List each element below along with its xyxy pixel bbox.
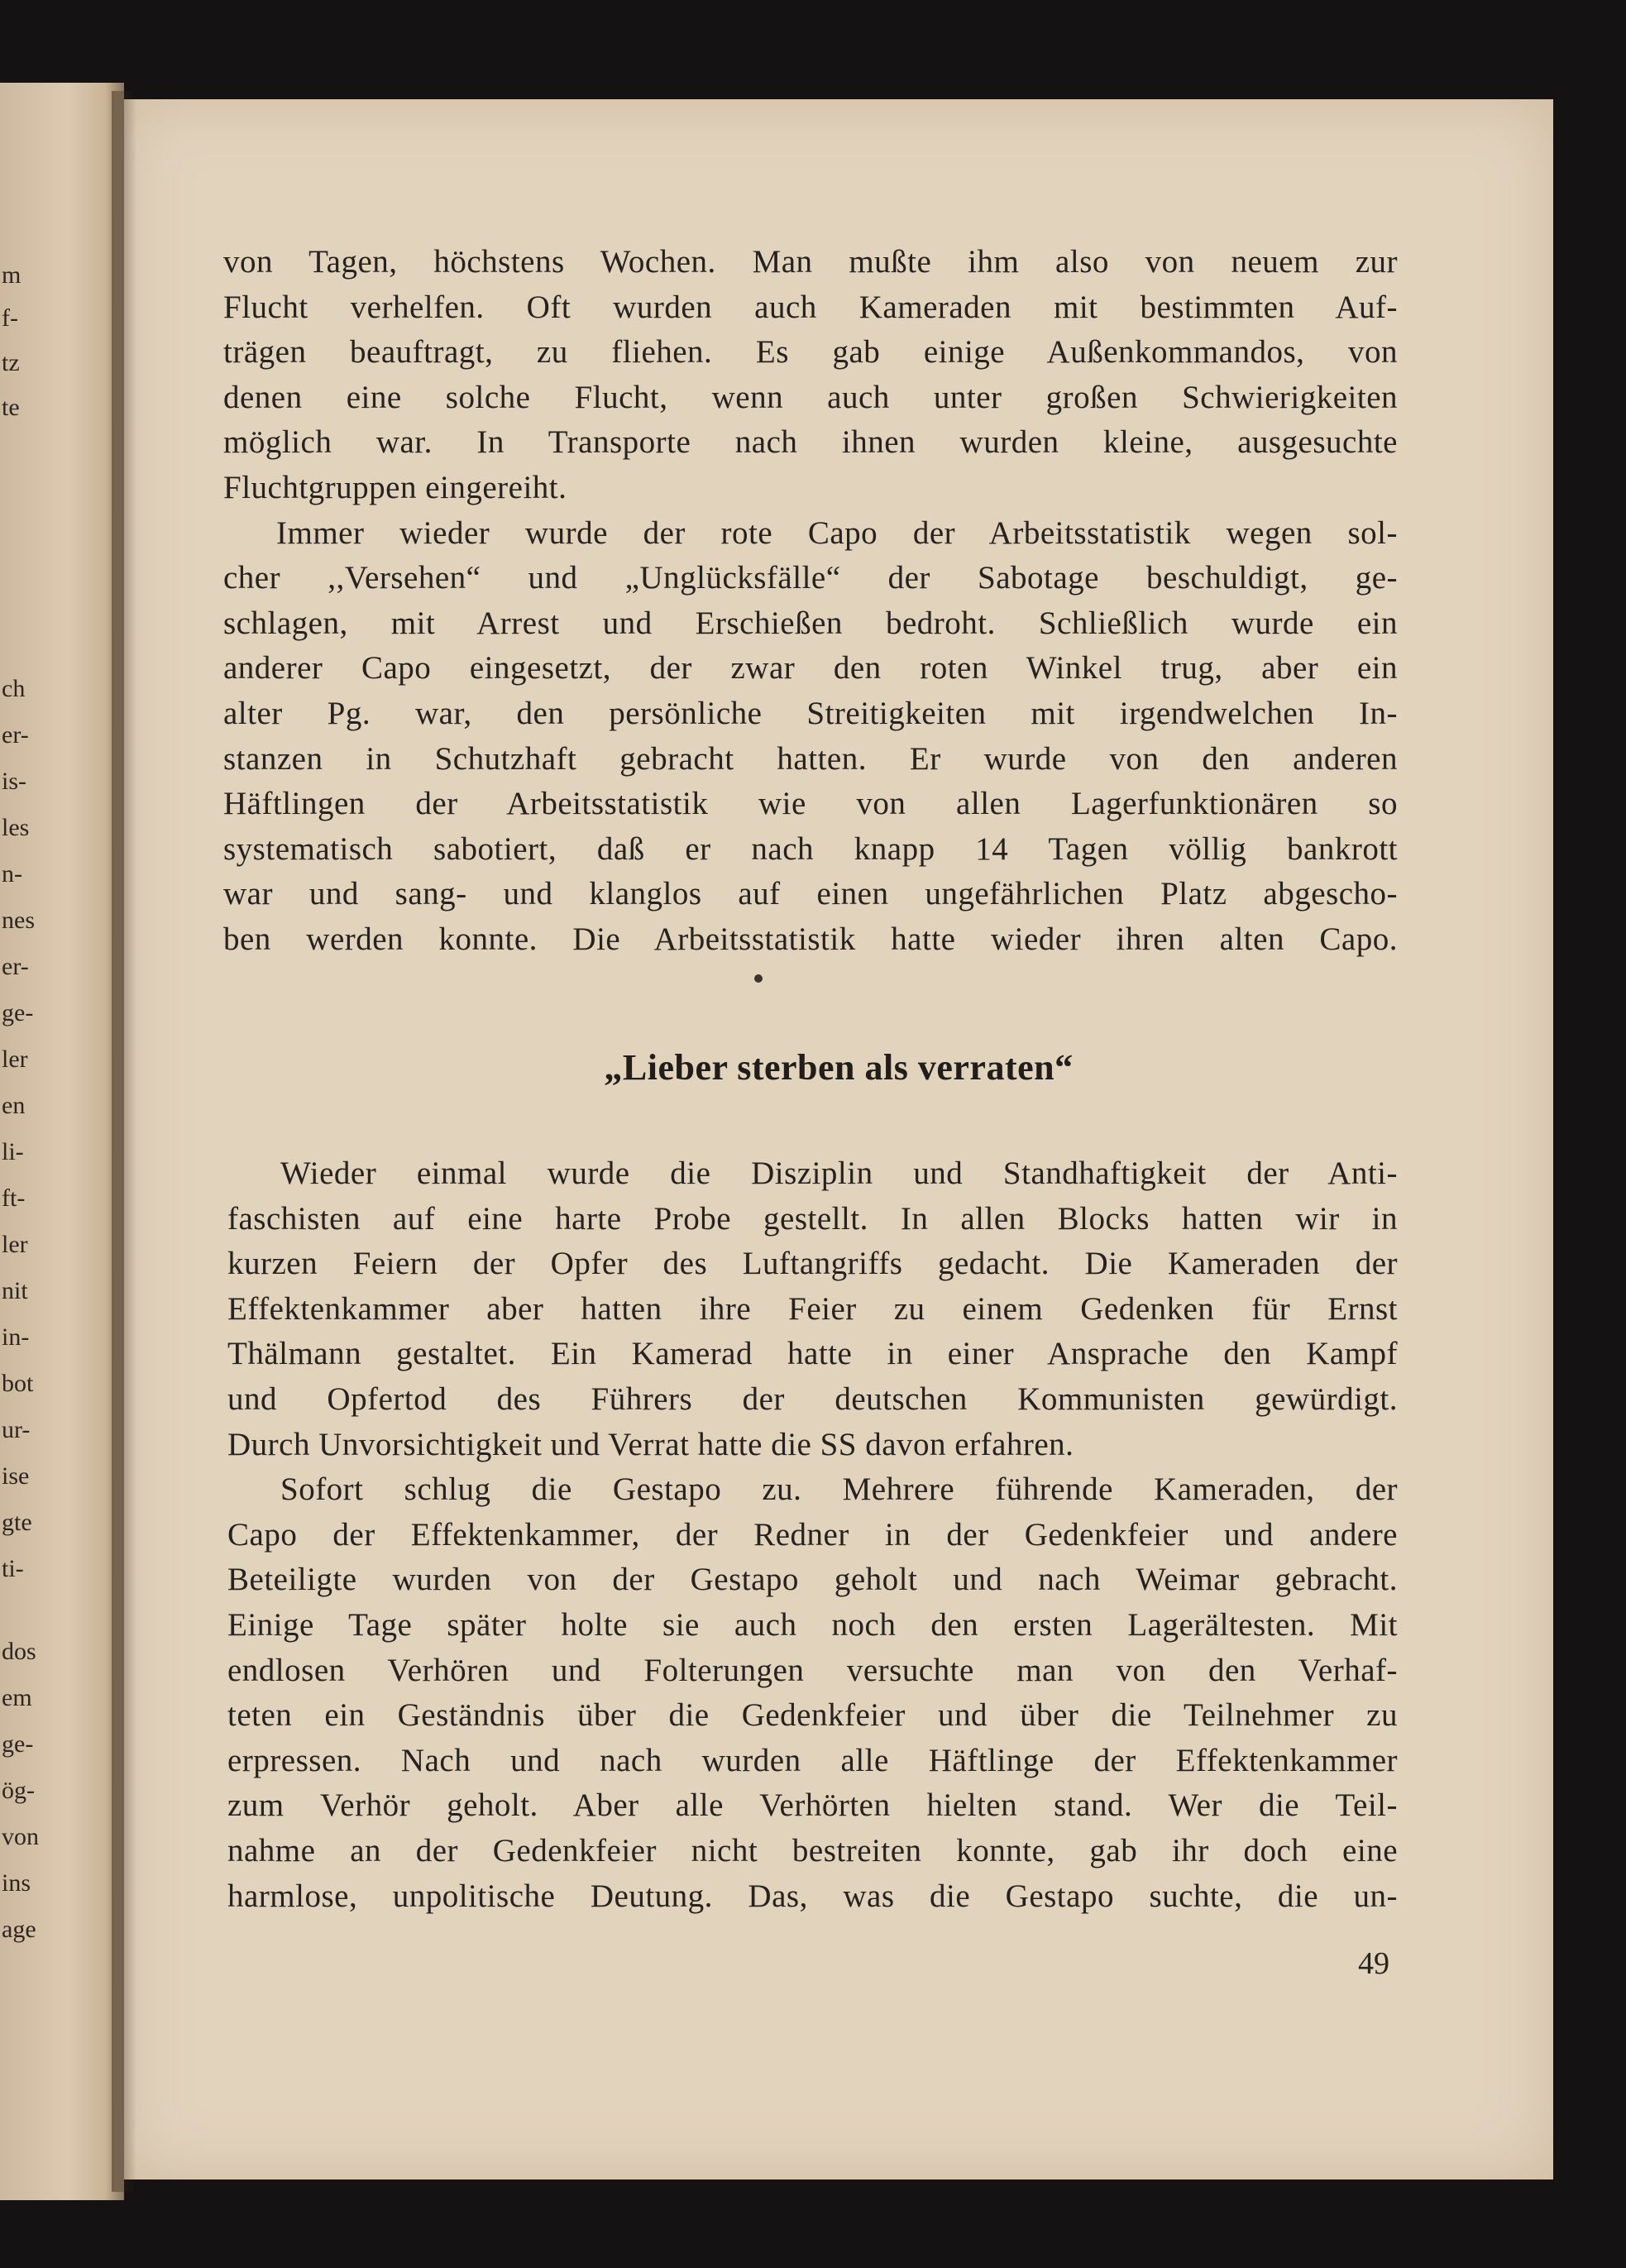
left-fragment: les bbox=[2, 814, 30, 841]
left-fragment: ög- bbox=[2, 1777, 35, 1804]
page-number: 49 bbox=[1358, 1946, 1389, 1981]
text-line: faschisten auf eine harte Probe gestellt. In allen Blocks hatten wir in bbox=[227, 1200, 1398, 1237]
body-text-top bbox=[223, 240, 1398, 963]
paragraph bbox=[223, 511, 1398, 963]
paragraph bbox=[227, 1467, 1398, 1919]
left-fragment: m bbox=[2, 261, 22, 289]
text-line: kurzen Feiern der Opfer des Luftangriffs gedacht. Die Kameraden der bbox=[227, 1246, 1398, 1282]
left-fragment: von bbox=[2, 1823, 39, 1850]
left-fragment: ti- bbox=[2, 1555, 24, 1582]
text-line: erpressen. Nach und nach wurden alle Häftlinge der Effektenkammer bbox=[227, 1742, 1398, 1778]
text-line: alter Pg. war, den persönliche Streitigkeiten mit irgendwelchen In- bbox=[223, 695, 1398, 731]
paragraph bbox=[227, 1151, 1398, 1467]
spine-shadow bbox=[112, 91, 136, 2192]
text-line: ben werden konnte. Die Arbeitsstatistik hatte wieder ihren alten Capo. bbox=[223, 921, 1398, 957]
left-fragment: dos bbox=[2, 1638, 36, 1665]
left-fragment: te bbox=[2, 394, 20, 421]
left-fragment: ler bbox=[2, 1045, 28, 1073]
left-fragment: ins bbox=[2, 1869, 31, 1897]
left-fragment: bot bbox=[2, 1370, 34, 1397]
left-fragment: ise bbox=[2, 1462, 30, 1490]
text-line: Durch Unvorsichtigkeit und Verrat hatte die SS davon erfahren. bbox=[227, 1426, 1074, 1462]
text-line: Einige Tage später holte sie auch noch den ersten Lagerältesten. Mit bbox=[227, 1606, 1398, 1643]
left-fragment: gte bbox=[2, 1509, 32, 1536]
text-line: Wieder einmal wurde die Disziplin und Standhaftigkeit der Anti- bbox=[280, 1156, 1398, 1191]
text-line: Effektenkammer aber hatten ihre Feier zu einem Gedenken für Ernst bbox=[227, 1290, 1398, 1327]
text-line: von Tagen, höchstens Wochen. Man mußte ihm also von neuem zur bbox=[223, 244, 1398, 280]
text-line: Sofort schlug die Gestapo zu. Mehrere führende Kameraden, der bbox=[280, 1471, 1398, 1508]
body-text-bottom bbox=[227, 1151, 1398, 1919]
left-fragment: er- bbox=[2, 721, 29, 749]
left-fragment: age bbox=[2, 1916, 36, 1943]
left-page-text-fragments bbox=[2, 83, 51, 2200]
text-line: zum Verhör geholt. Aber alle Verhörten hielten stand. Wer die Teil- bbox=[227, 1787, 1398, 1824]
left-fragment: ge- bbox=[2, 1730, 34, 1758]
text-line: systematisch sabotiert, daß er nach knapp 14 Tagen völlig bankrott bbox=[223, 830, 1398, 867]
text-line: anderer Capo eingesetzt, der zwar den roten Winkel trug, aber ein bbox=[223, 650, 1398, 687]
text-line: möglich war. In Transporte nach ihnen wurden kleine, ausgesuchte bbox=[223, 424, 1398, 461]
left-page bbox=[0, 83, 124, 2200]
left-fragment: li- bbox=[2, 1138, 24, 1165]
left-fragment: ch bbox=[2, 675, 26, 702]
left-fragment: em bbox=[2, 1684, 32, 1711]
left-fragment: nit bbox=[2, 1277, 28, 1304]
text-line: Capo der Effektenkammer, der Redner in der Gedenkfeier und andere bbox=[227, 1516, 1398, 1553]
text-line: harmlose, unpolitische Deutung. Das, was die Gestapo suchte, die un- bbox=[227, 1878, 1398, 1914]
section-separator-dot bbox=[754, 974, 763, 983]
text-line: endlosen Verhören und Folterungen versuchte man von den Verhaf- bbox=[227, 1652, 1398, 1688]
text-line: nahme an der Gedenkfeier nicht bestreiten konnte, gab ihr doch eine bbox=[227, 1832, 1398, 1868]
text-line: Häftlingen der Arbeitsstatistik wie von allen Lagerfunktionären so bbox=[223, 786, 1398, 822]
left-fragment: tz bbox=[2, 349, 20, 376]
left-fragment: en bbox=[2, 1092, 26, 1119]
text-line: cher ,,Versehen“ und „Unglücksfälle“ der Sabotage beschuldigt, ge- bbox=[223, 560, 1398, 596]
left-fragment: is- bbox=[2, 768, 26, 795]
left-fragment: in- bbox=[2, 1323, 30, 1351]
book-page bbox=[124, 99, 1553, 2179]
text-line: Thälmann gestaltet. Ein Kamerad hatte in einer Ansprache den Kampf bbox=[227, 1336, 1398, 1372]
text-line: Immer wieder wurde der rote Capo der Arbeitsstatistik wegen sol- bbox=[276, 514, 1398, 551]
left-fragment: er- bbox=[2, 953, 29, 980]
text-line: schlagen, mit Arrest und Erschießen bedroht. Schließlich wurde ein bbox=[223, 605, 1398, 641]
text-line: trägen beauftragt, zu fliehen. Es gab einige Außenkommandos, von bbox=[223, 334, 1398, 371]
left-fragment: ge- bbox=[2, 999, 34, 1026]
paragraph bbox=[223, 240, 1398, 511]
left-fragment: ft- bbox=[2, 1184, 26, 1212]
left-fragment: ler bbox=[2, 1231, 28, 1258]
text-line: Fluchtgruppen eingereiht. bbox=[223, 469, 567, 505]
section-heading: „Lieber sterben als verraten“ bbox=[604, 1047, 1074, 1088]
left-fragment: f- bbox=[2, 304, 18, 332]
text-line: Beteiligte wurden von der Gestapo geholt und nach Weimar gebracht. bbox=[227, 1562, 1398, 1598]
left-fragment: nes bbox=[2, 907, 35, 934]
text-line: stanzen in Schutzhaft gebracht hatten. Er wurde von den anderen bbox=[223, 740, 1398, 777]
text-line: denen eine solche Flucht, wenn auch unter großen Schwierigkeiten bbox=[223, 379, 1398, 415]
text-line: und Opfertod des Führers der deutschen Kommunisten gewürdigt. bbox=[227, 1380, 1398, 1417]
text-line: war und sang- und klanglos auf einen ungefährlichen Platz abgescho- bbox=[223, 876, 1398, 912]
text-line: Flucht verhelfen. Oft wurden auch Kameraden mit bestimmten Auf- bbox=[223, 289, 1398, 325]
left-fragment: ur- bbox=[2, 1416, 31, 1443]
left-fragment: n- bbox=[2, 860, 22, 888]
text-line: teten ein Geständnis über die Gedenkfeier und über die Teilnehmer zu bbox=[227, 1697, 1398, 1734]
